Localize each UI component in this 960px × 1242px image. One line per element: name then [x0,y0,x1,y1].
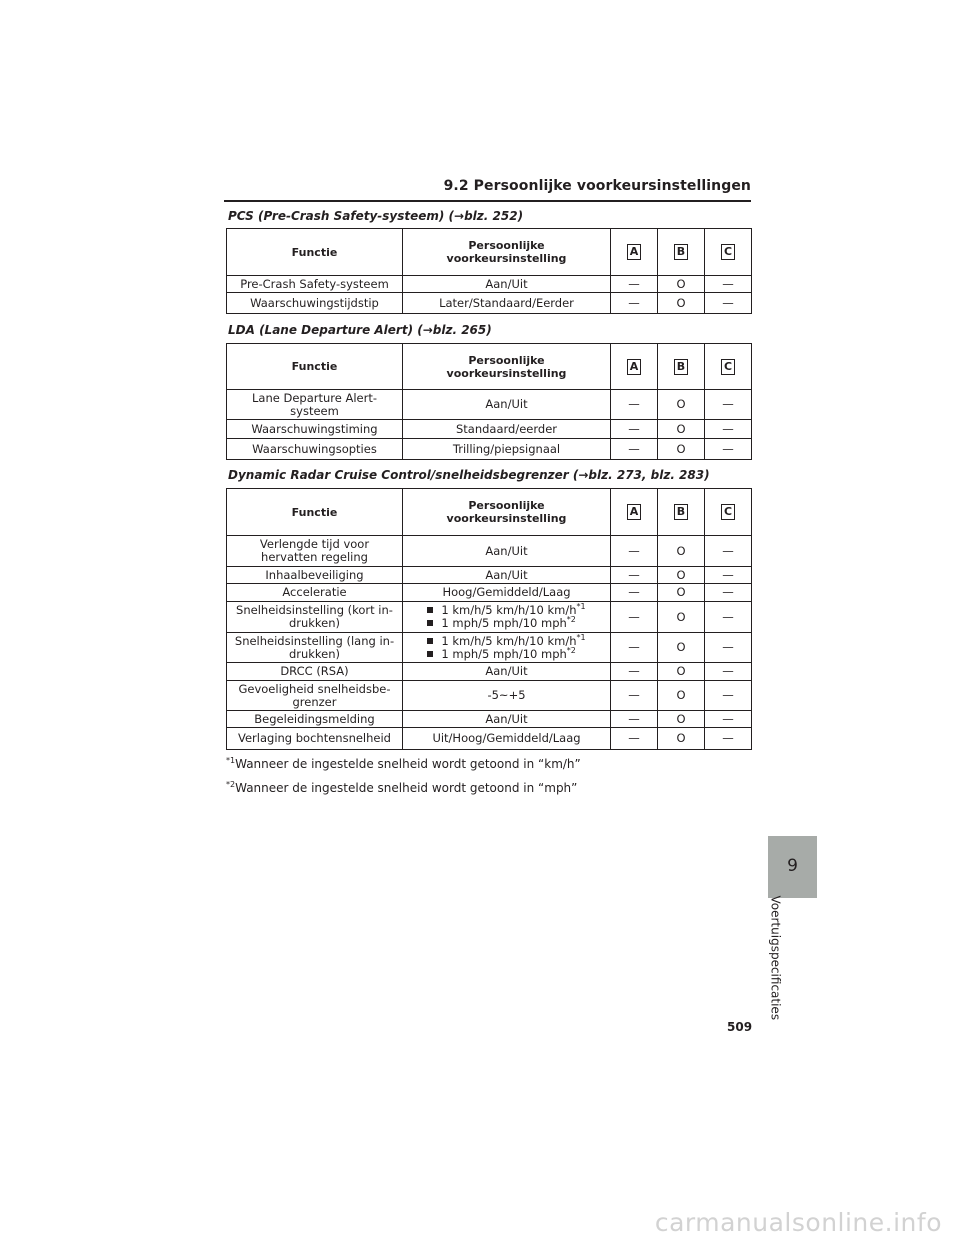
option-text: 1 mph/5 mph/10 mph [441,646,567,661]
table-row [227,567,752,584]
col-b-header [658,344,705,390]
table-row [227,681,752,711]
cell-c: — [705,602,752,633]
footnote [226,781,577,795]
cell-c: — [705,390,752,420]
cell-instelling: Trilling/piepsignaal [403,439,611,460]
column-c-box: C [721,244,735,260]
cell-instelling: Aan/Uit [403,711,611,728]
cell-instelling: Later/Standaard/Eerder [403,293,611,314]
option-item [427,617,585,630]
cell-functie: Lane Departure Alert-systeem [227,390,403,420]
option-text: 1 mph/5 mph/10 mph [441,616,567,630]
col-a-header [611,489,658,536]
cell-a: — [611,584,658,602]
option-item [427,645,585,661]
cell-a: — [611,633,658,663]
col-functie-header: Functie [227,489,403,536]
cell-c: — [705,633,752,663]
col-c-header [705,344,752,390]
cell-functie: Pre-Crash Safety-systeem [227,276,403,293]
column-c-box: C [721,359,735,375]
col-functie-header: Functie [227,229,403,276]
drcc-table [226,488,752,750]
drcc-section-title: Dynamic Radar Cruise Control/snelheidsbegrenzer (→blz. 273, blz. 283) [228,468,710,482]
col-instelling-header: Persoonlijke voorkeursinstelling [403,489,611,536]
cell-functie: DRCC (RSA) [227,663,403,681]
cell-c: — [705,728,752,750]
cell-b: O [658,681,705,711]
cell-a: — [611,420,658,439]
cell-b: O [658,293,705,314]
cell-instelling: Aan/Uit [403,390,611,420]
cell-c: — [705,420,752,439]
footnote-mark: *1 [576,602,586,612]
watermark: carmanualsonline.info [654,1208,942,1237]
cell-b: O [658,633,705,663]
cell-a: — [611,681,658,711]
cell-a: — [611,663,658,681]
cell-c: — [705,663,752,681]
cell-instelling: Aan/Uit [403,663,611,681]
option-list [427,632,586,661]
footnote-text: Wanneer de ingestelde snelheid wordt getoond in “mph” [235,781,578,795]
cell-b: O [658,711,705,728]
lda-section-title: LDA (Lane Departure Alert) (→blz. 265) [228,323,492,337]
square-bullet-icon [427,607,433,613]
cell-instelling: Uit/Hoog/Gemiddeld/Laag [403,728,611,750]
footnote-text: Wanneer de ingestelde snelheid wordt getoond in “km/h” [235,757,581,771]
cell-c: — [705,681,752,711]
cell-instelling: Aan/Uit [403,276,611,293]
table-row [227,633,752,663]
cell-functie: Snelheidsinstelling (lang in-drukken) [227,633,403,663]
column-b-box: B [674,244,688,260]
col-functie-header: Functie [227,344,403,390]
square-bullet-icon [427,638,433,644]
cell-instelling: -5~+5 [403,681,611,711]
cell-functie: Inhaalbeveiliging [227,567,403,584]
table-row [227,293,752,314]
column-a-box: A [627,244,641,260]
table-row [227,439,752,460]
table-row [227,711,752,728]
option-text: 1 km/h/5 km/h/10 km/h [441,633,577,648]
table-row [227,663,752,681]
cell-instelling: Standaard/eerder [403,420,611,439]
cell-c: — [705,567,752,584]
cell-a: — [611,439,658,460]
cell-instelling: Aan/Uit [403,536,611,567]
cell-functie: Gevoeligheid snelheidsbe-grenzer [227,681,403,711]
col-instelling-header: Persoonlijke voorkeursinstelling [403,229,611,276]
cell-b: O [658,663,705,681]
cell-a: — [611,602,658,633]
table-row [227,390,752,420]
cell-b: O [658,390,705,420]
cell-a: — [611,276,658,293]
cell-c: — [705,536,752,567]
cell-b: O [658,276,705,293]
cell-b: O [658,728,705,750]
cell-a: — [611,728,658,750]
cell-a: — [611,536,658,567]
option-text: 1 km/h/5 km/h/10 km/h [441,603,577,617]
cell-functie: Begeleidingsmelding [227,711,403,728]
footnote-mark: *2 [566,645,576,655]
column-b-box: B [674,359,688,375]
table-row [227,602,752,633]
cell-functie: Waarschuwingstijdstip [227,293,403,314]
col-a-header [611,229,658,276]
cell-b: O [658,536,705,567]
table-row [227,584,752,602]
col-b-header [658,489,705,536]
column-b-box: B [674,504,688,520]
option-list [427,604,585,630]
col-c-header [705,489,752,536]
chapter-label [766,895,786,1033]
col-instelling-header: Persoonlijke voorkeursinstelling [403,344,611,390]
column-a-box: A [627,504,641,520]
cell-functie: Waarschuwingstiming [227,420,403,439]
cell-functie: Acceleratie [227,584,403,602]
cell-instelling [403,633,611,663]
chapter-number: 9 [787,856,798,876]
cell-functie: Waarschuwingsopties [227,439,403,460]
cell-instelling: Aan/Uit [403,567,611,584]
cell-c: — [705,293,752,314]
footnote-mark: *1 [576,632,586,642]
col-c-header [705,229,752,276]
page-header [224,178,751,202]
table-row [227,728,752,750]
footnote-mark: *1 [226,756,236,765]
cell-a: — [611,567,658,584]
page-header-title: 9.2 Persoonlijke voorkeursinstellingen [443,178,751,194]
table-row [227,276,752,293]
cell-a: — [611,711,658,728]
cell-b: O [658,602,705,633]
cell-c: — [705,439,752,460]
table-row [227,536,752,567]
pcs-table [226,228,752,314]
square-bullet-icon [427,651,433,657]
col-a-header [611,344,658,390]
chapter-tab [768,836,817,898]
cell-b: O [658,584,705,602]
table-header-row [227,344,752,390]
square-bullet-icon [427,620,433,626]
cell-c: — [705,711,752,728]
cell-c: — [705,584,752,602]
cell-b: O [658,567,705,584]
table-header-row [227,229,752,276]
cell-functie: Verlaging bochtensnelheid [227,728,403,750]
cell-functie: Snelheidsinstelling (kort in-drukken) [227,602,403,633]
table-header-row [227,489,752,536]
col-b-header [658,229,705,276]
cell-b: O [658,439,705,460]
lda-table [226,343,752,460]
cell-instelling: Hoog/Gemiddeld/Laag [403,584,611,602]
footnote-mark: *2 [566,615,576,625]
page-number: 509 [727,1020,753,1034]
column-a-box: A [627,359,641,375]
cell-a: — [611,293,658,314]
footnote-mark: *2 [226,780,236,789]
cell-c: — [705,276,752,293]
cell-b: O [658,420,705,439]
cell-functie: Verlengde tijd voor hervatten regeling [227,536,403,567]
pcs-section-title: PCS (Pre-Crash Safety-systeem) (→blz. 252) [228,209,524,223]
cell-a: — [611,390,658,420]
table-row [227,420,752,439]
footnote [226,757,581,771]
cell-instelling [403,602,611,633]
chapter-label-text: Voertuigspecificaties [768,895,783,1021]
column-c-box: C [721,504,735,520]
